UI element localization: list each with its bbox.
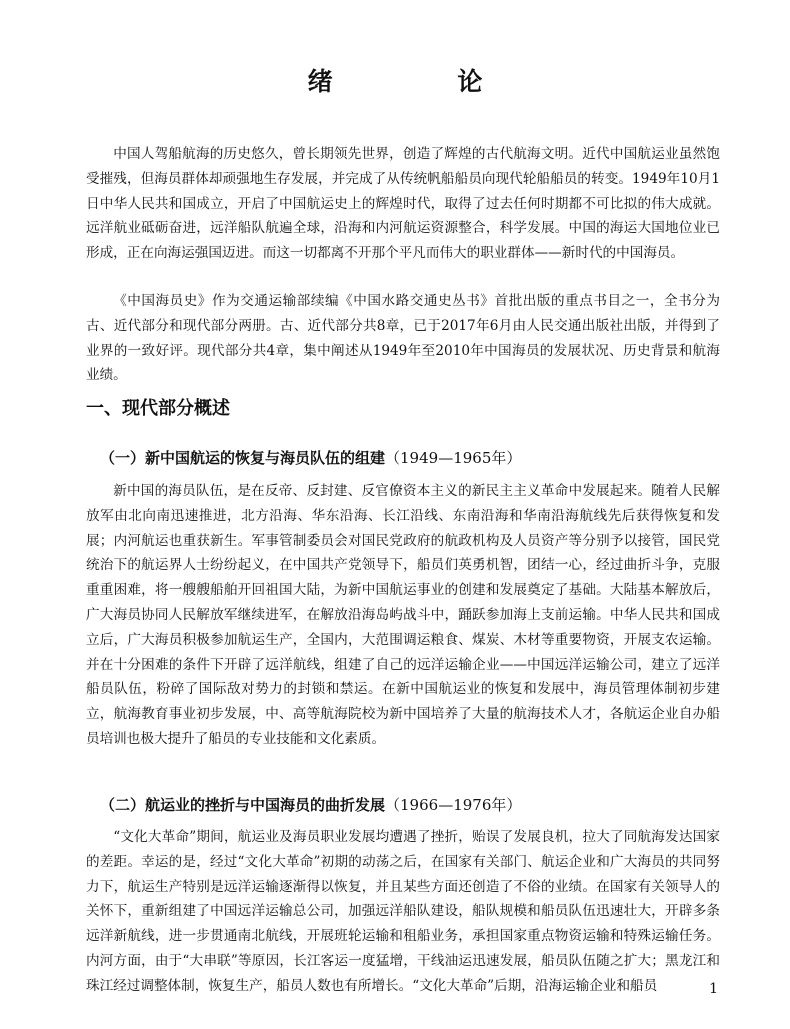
- section-heading: 一、现代部分概述: [86, 398, 230, 419]
- subsection-heading-1-text: （一）新中国航运的恢复与海员队伍的组建: [100, 449, 386, 467]
- intro-paragraph-1: 中国人驾船航海的历史悠久，曾长期领先世界，创造了辉煌的古代航海文明。近代中国航运业虽然饱受摧残，但海员群体却顽强地生存发展，并完成了从传统帆船船员向现代轮船船员的转变。1949年10月1日中华人民共和国成立，开启了中国航运史上的辉煌时代，取得了过去任何时期都不可比拟的伟大成就。远洋航业砥砺奋进，远洋船队航遍全球，沿海和内河航运资源整合，科学发展。中国的海运大国地位业已形成，正在向海运强国迈进。而这一切都离不开那个平凡而伟大的职业群体——新时代的中国海员。: [86, 146, 720, 262]
- subsection-heading-1: [100, 447, 521, 468]
- subsection-heading-2-text: （二）航运业的挫折与中国海员的曲折发展: [100, 796, 386, 814]
- subsection-heading-2-years: （1966—1976年）: [385, 796, 522, 814]
- subsection-heading-2: [100, 794, 521, 815]
- subsection-paragraph-2: “文化大革命”期间，航运业及海员职业发展均遭遇了挫折，贻误了发展良机，拉大了同航海发达国家的差距。幸运的是，经过“文化大革命”初期的动荡之后，在国家有关部门、航运企业和广大海员的共同努力下，航运生产特别是远洋运输逐渐得以恢复，并且某些方面还创造了不俗的业绩。在国家有关领导人的关怀下，重新组建了中国远洋运输总公司，加强远洋船队建设，船队规模和船员队伍迅速壮大，开辟多条远洋新航线，进一步贯通南北航线，开展班轮运输和租船业务，承担国家重点物资运输和特殊运输任务。内河方面，由于“大串联”等原因，长江客运一度猛增，干线油运迅速发展，船员队伍随之扩大；黑龙江和珠江经过调整体制，恢复生产，船员人数也有所增长。“文化大革命”后期，沿海运输企业和船员: [86, 829, 720, 994]
- page-title: 绪 论: [307, 67, 541, 96]
- subsection-paragraph-1: 新中国的海员队伍，是在反帝、反封建、反官僚资本主义的新民主主义革命中发展起来。随着人民解放军由北向南迅速推进，北方沿海、华东沿海、长江沿线、东南沿海和华南沿海航线先后获得恢复和发展；内河航运也重获新生。军事管制委员会对国民党政府的航政机构及人员资产等分别予以接管，国民党统治下的航运界人士纷纷起义，在中国共产党领导下，船员们英勇机智，团结一心，经过曲折斗争，克服重重困难，将一艘艘船舶开回祖国大陆，为新中国航运事业的创建和发展奠定了基础。大陆基本解放后，广大海员协同人民解放军继续进军，在解放沿海岛屿战斗中，踊跃参加海上支前运输。中华人民共和国成立后，广大海员积极参加航运生产，全国内，大范围调运粮食、煤炭、木材等重要物资，开展支农运输。并在十分困难的条件下开辟了远洋航线，组建了自己的远洋运输企业——中国远洋运输公司，建立了远洋船员队伍，粉碎了国际敌对势力的封锁和禁运。在新中国航运业的恢复和发展中，海员管理体制初步建立，航海教育事业初步发展，中、高等航海院校为新中国培养了大量的航海技术人才，各航运企业自办船员培训也极大提升了船员的专业技能和文化素质。: [86, 483, 720, 747]
- subsection-heading-1-years: （1949—1965年）: [385, 449, 522, 467]
- intro-paragraph-2: 《中国海员史》作为交通运输部续编《中国水路交通史丛书》首批出版的重点书目之一，全书分为古、近代部分和现代部分两册。古、近代部分共8章，已于2017年6月由人民交通出版社出版，并得到了业界的一致好评。现代部分共4章，集中阐述从1949年至2010年中国海员的发展状况、历史背景和航海业绩。: [86, 293, 720, 384]
- page-number: 1: [709, 981, 718, 997]
